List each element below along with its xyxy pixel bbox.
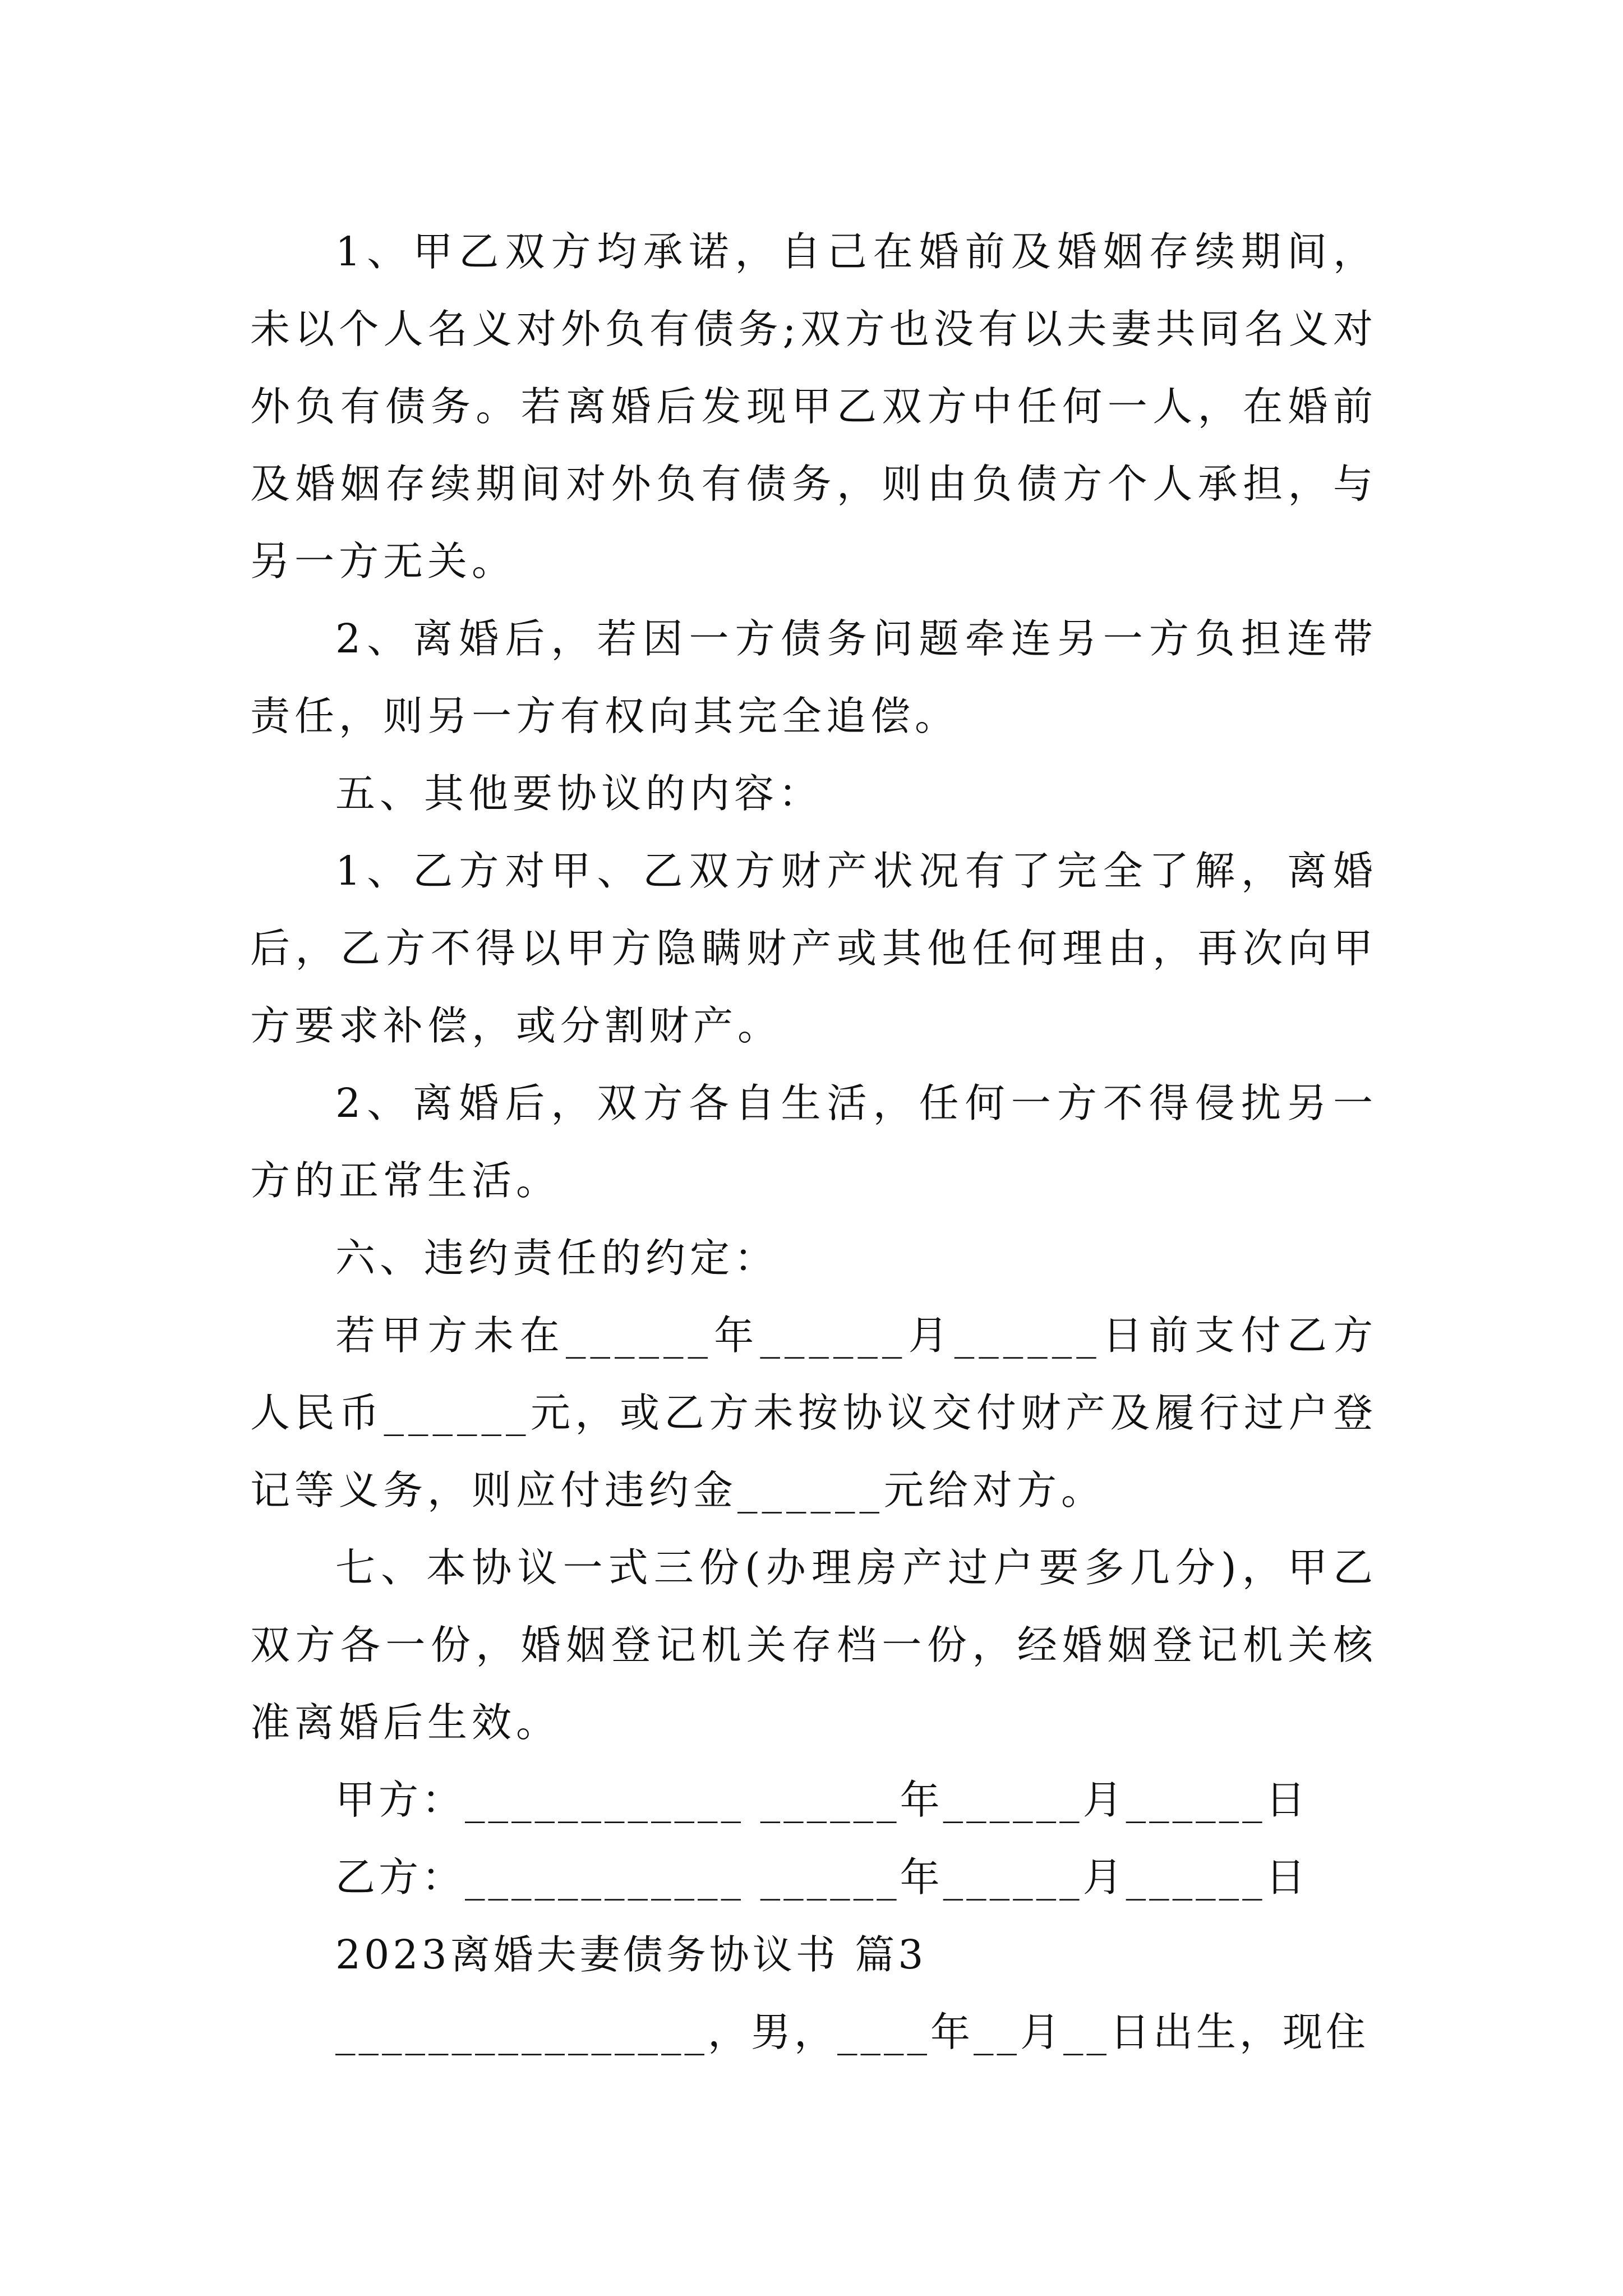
- paragraph-joint-liability: 2、离婚后，若因一方债务问题牵连另一方负担连带责任，则另一方有权向其完全追偿。: [250, 615, 1377, 739]
- party-intro-line: ________________，男，____年__月__日出生，现住: [335, 2009, 1370, 2055]
- signature-party-a: 甲方：____________ ______年______月______日: [335, 1777, 1309, 1823]
- section-heading: 2023离婚夫妻债务协议书 篇3: [335, 1931, 927, 1978]
- heading-breach-liability: 六、违约责任的约定：: [335, 1235, 779, 1281]
- paragraph-property-knowledge: 1、乙方对甲、乙双方财产状况有了完全了解，离婚后，乙方不得以甲方隐瞒财产或其他任何理由，再次向甲方要求补偿，或分割财产。: [250, 848, 1377, 1049]
- paragraph-debt-commitment: 1、甲乙双方均承诺，自己在婚前及婚姻存续期间，未以个人名义对外负有债务;双方也没有以夫妻共同名义对外负有债务。若离婚后发现甲乙双方中任何一人，在婚前及婚姻存续期间对外负有债务，则由负债方个人承担，与另一方无关。: [250, 228, 1377, 585]
- paragraph-breach-terms: 若甲方未在______年______月______日前支付乙方人民币______元，或乙方未按协议交付财产及履行过户登记等义务，则应付违约金______元给对方。: [250, 1312, 1377, 1513]
- paragraph-no-interference: 2、离婚后，双方各自生活，任何一方不得侵扰另一方的正常生活。: [250, 1080, 1377, 1204]
- signature-party-b: 乙方：____________ ______年______月______日: [335, 1854, 1309, 1901]
- heading-other-terms: 五、其他要协议的内容：: [335, 770, 823, 817]
- paragraph-copies-effective: 七、本协议一式三份(办理房产过户要多几分)，甲乙双方各一份，婚姻登记机关存档一份，经婚姻登记机关核准离婚后生效。: [250, 1544, 1377, 1746]
- document-page: [250, 213, 1377, 2071]
